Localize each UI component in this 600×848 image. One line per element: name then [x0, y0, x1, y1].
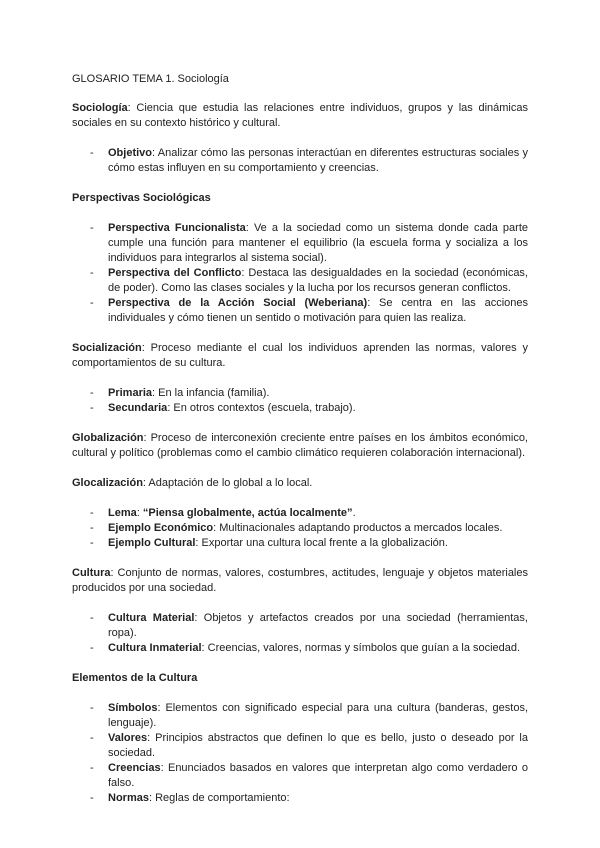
list-item — [72, 701, 528, 731]
term: Perspectiva del Conflicto — [108, 267, 242, 279]
definition: : En otros contextos (escuela, trabajo). — [167, 402, 356, 414]
definition: : Enunciados basados en valores que interpretan algo como verdadero o falso. — [108, 762, 528, 789]
definition-cultura — [72, 566, 528, 596]
dash-bullet: - — [90, 222, 94, 234]
term: Creencias — [108, 762, 161, 774]
dash-bullet: - — [90, 792, 94, 804]
term: Primaria — [108, 387, 153, 399]
bullet-list — [72, 146, 528, 176]
definition: : Multinacionales adaptando productos a mercados locales. — [213, 522, 503, 534]
term: Perspectiva Funcionalista — [108, 222, 246, 234]
list-item — [72, 146, 528, 176]
list-item — [72, 401, 528, 416]
list-item — [72, 791, 528, 806]
definition: : Principios abstractos que definen lo que es bello, justo o deseado por la sociedad. — [108, 732, 528, 759]
definition: : Objetos y artefactos creados por una sociedad (herramientas, ropa). — [108, 612, 528, 639]
bullet-list — [72, 386, 528, 416]
list-item — [72, 536, 528, 551]
term: Ejemplo Económico — [108, 522, 214, 534]
definition: : Proceso de interconexión creciente entre países en los ámbitos económico, cultural y político (problemas como el cambio climático requieren colaboración internacional). — [72, 432, 528, 459]
dash-bullet: - — [90, 507, 94, 519]
dash-bullet: - — [90, 642, 94, 654]
list-item — [72, 506, 528, 521]
dash-bullet: - — [90, 387, 94, 399]
dash-bullet: - — [90, 147, 94, 159]
dash-bullet: - — [90, 267, 94, 279]
definition-sociologia — [72, 101, 528, 131]
term: Lema — [108, 507, 137, 519]
term: Símbolos — [108, 702, 158, 714]
definition: : Elementos con significado especial para una cultura (banderas, gestos, lenguaje). — [108, 702, 528, 729]
dash-bullet: - — [90, 612, 94, 624]
definition: : En la infancia (familia). — [152, 387, 270, 399]
dash-bullet: - — [90, 762, 94, 774]
list-item — [72, 761, 528, 791]
definition: : Adaptación de lo global a lo local. — [142, 477, 313, 489]
dash-bullet: - — [90, 522, 94, 534]
bullet-list — [72, 701, 528, 806]
document-title: GLOSARIO TEMA 1. Sociología — [72, 73, 229, 85]
term: Cultura Inmaterial — [108, 642, 202, 654]
definition: : Ciencia que estudia las relaciones entre individuos, grupos y las dinámicas sociales en su contexto histórico y cultural. — [72, 102, 528, 129]
bullet-list — [72, 506, 528, 551]
term: Glocalización — [72, 477, 143, 489]
bullet-list — [72, 221, 528, 326]
term: Ejemplo Cultural — [108, 537, 196, 549]
term: Cultura — [72, 567, 111, 579]
dash-bullet: - — [90, 537, 94, 549]
term: Sociología — [72, 102, 128, 114]
dash-bullet: - — [90, 732, 94, 744]
term: Globalización — [72, 432, 144, 444]
list-item — [72, 266, 528, 296]
definition-globalizacion — [72, 431, 528, 461]
term: Cultura Material — [108, 612, 195, 624]
definition: : Ve a la sociedad como un sistema donde cada parte cumple una función para mantener el equilibrio (la escuela forma y socializa a los individuos para integrarlos al sistema social). — [108, 222, 529, 264]
definition: : Destaca las desigualdades en la sociedad (económicas, de poder). Como las clases sociales y la lucha por los recursos generan conflictos. — [108, 267, 528, 294]
definition-socializacion — [72, 341, 528, 371]
list-item — [72, 221, 528, 266]
term: Secundaria — [108, 402, 168, 414]
list-item — [72, 386, 528, 401]
term: Objetivo — [108, 147, 153, 159]
list-item — [72, 641, 528, 656]
dash-bullet: - — [90, 402, 94, 414]
section-heading-elementos: Elementos de la Cultura — [72, 672, 198, 684]
definition: : Conjunto de normas, valores, costumbres, actitudes, lenguaje y objetos materiales producidos por una sociedad. — [72, 567, 528, 594]
dash-bullet: - — [90, 702, 94, 714]
term: Socialización — [72, 342, 142, 354]
document-page — [72, 72, 528, 821]
term: Normas — [108, 792, 149, 804]
definition: : Se centra en las acciones individuales y cómo tienen un sentido o motivación para quien las realiza. — [108, 297, 528, 324]
bullet-list — [72, 611, 528, 656]
list-item — [72, 296, 528, 326]
section-heading-perspectivas: Perspectivas Sociológicas — [72, 192, 211, 204]
definition-glocalizacion — [72, 476, 528, 491]
separator: : — [136, 507, 143, 519]
term: Perspectiva de la Acción Social (Weberiana) — [108, 297, 368, 309]
definition: : Creencias, valores, normas y símbolos que guían a la sociedad. — [201, 642, 521, 654]
period: . — [352, 507, 356, 519]
lema-quote: “Piensa globalmente, actúa localmente” — [142, 507, 353, 519]
list-item — [72, 611, 528, 641]
definition: : Reglas de comportamiento: — [148, 792, 290, 804]
list-item — [72, 521, 528, 536]
dash-bullet: - — [90, 297, 94, 309]
term: Valores — [108, 732, 148, 744]
definition: : Exportar una cultura local frente a la globalización. — [195, 537, 448, 549]
definition: : Analizar cómo las personas interactúan en diferentes estructuras sociales y cómo estas influyen en su comportamiento y creencias. — [108, 147, 528, 174]
definition: : Proceso mediante el cual los individuos aprenden las normas, valores y comportamientos de su cultura. — [72, 342, 528, 369]
list-item — [72, 731, 528, 761]
